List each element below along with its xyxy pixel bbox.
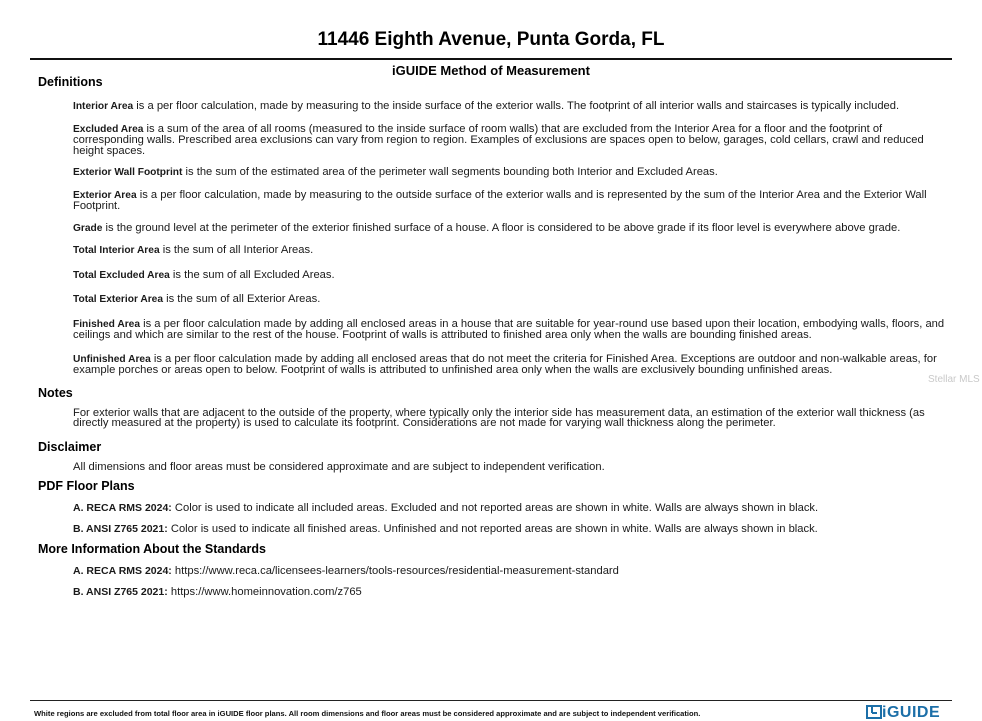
header-divider <box>30 58 952 60</box>
definition-text: is a per floor calculation made by adding all enclosed areas in a house that are suitable for year-round use based upon their location, embodying walls, floors, and ceilings and which are similar to the rest of the house. Footprint of walls is attributed to finished area only when the walls are bounding finished areas. <box>73 317 945 341</box>
standard-label: A. RECA RMS 2024: <box>73 501 172 514</box>
definition-total-interior-area <box>73 245 948 257</box>
standard-url: https://www.homeinnovation.com/z765 <box>167 585 362 598</box>
standard-label: A. RECA RMS 2024: <box>73 564 172 577</box>
pdf-floor-plan-item <box>73 523 950 535</box>
definition-grade <box>73 223 948 235</box>
definition-term: Total Interior Area <box>73 245 160 256</box>
definition-text: is a sum of the area of all rooms (measured to the inside surface of room walls) that are excluded from the Interior Area for a floor and the footprint of corresponding walls. Prescribed area exclusions can vary from region to region. Examples of exclusions are spaces open to below, garages, cold cellars, crawl and reduced height spaces. <box>73 122 924 157</box>
watermark: Stellar MLS <box>928 374 980 385</box>
notes-heading: Notes <box>38 385 73 400</box>
pdf-floor-plan-item <box>73 502 950 514</box>
definition-term: Exterior Area <box>73 189 137 201</box>
definition-text: is a per floor calculation, made by measuring to the inside surface of the exterior walls. The footprint of all interior walls and staircases is typically included. <box>133 100 900 112</box>
more-info-heading: More Information About the Standards <box>38 541 267 556</box>
page-title: 11446 Eighth Avenue, Punta Gorda, FL <box>317 29 665 50</box>
document-body <box>38 75 950 598</box>
standard-label: B. ANSI Z765 2021: <box>73 522 168 535</box>
definition-text: is the ground level at the perimeter of the exterior finished surface of a house. A floor is considered to be above grade if its floor level is everywhere above grade. <box>102 221 901 234</box>
standard-text: Color is used to indicate all finished areas. Unfinished and not reported areas are shown in white. Walls are always shown in black. <box>167 522 818 535</box>
definitions-heading: Definitions <box>38 75 103 89</box>
definition-total-exterior-area <box>73 294 948 306</box>
definition-exterior-area <box>73 190 948 212</box>
definition-text: is the sum of all Interior Areas. <box>159 244 314 256</box>
definition-excluded-area <box>73 124 948 157</box>
definition-text: is a per floor calculation made by adding all enclosed areas that do not meet the criteria for Finished Area. Exceptions are outdoor and non-walkable areas, for example porches or areas open to below. Footprint of walls is attributed to unfinished area only when the walls are exclusively bounding unfinished areas. <box>73 352 937 376</box>
brand-logo <box>866 704 940 721</box>
standard-text: Color is used to indicate all included areas. Excluded and not reported areas are shown in white. Walls are always shown in black. <box>171 501 819 514</box>
definition-text: is the sum of all Exterior Areas. <box>163 293 321 305</box>
notes-text: For exterior walls that are adjacent to the outside of the property, where typically only the interior side has measurement data, an estimation of the exterior wall thickness (as directly measured at the property) is used to calculate its footprint. Considerations are not made for varying wall thickness along the perimeter. <box>73 406 925 429</box>
definition-term: Finished Area <box>73 318 140 330</box>
definition-term: Total Exterior Area <box>73 294 164 305</box>
pdf-floor-plans-heading: PDF Floor Plans <box>38 478 135 493</box>
definition-text: is a per floor calculation, made by measuring to the outside surface of the exterior walls and is represented by the sum of the Interior Area and the Exterior Wall Footprint. <box>73 188 927 212</box>
standard-label: B. ANSI Z765 2021: <box>73 585 168 598</box>
disclaimer-text: All dimensions and floor areas must be considered approximate and are subject to independent verification. <box>73 460 605 473</box>
definition-text: is the sum of all Excluded Areas. <box>169 268 335 281</box>
brand-name: iGUIDE <box>882 704 941 721</box>
standard-url: https://www.reca.ca/licensees-learners/tools-resources/residential-measurement-standard <box>171 564 619 577</box>
definition-term: Exterior Wall Footprint <box>73 167 183 178</box>
definition-interior-area <box>73 101 948 113</box>
definition-text: is the sum of the estimated area of the perimeter wall segments bounding both Interior and Excluded Areas. <box>182 166 718 178</box>
definition-term: Unfinished Area <box>73 353 151 365</box>
footer-note: White regions are excluded from total floor area in iGUIDE floor plans. All room dimensions and floor areas must be considered approximate and are subject to independent verification. <box>34 709 701 718</box>
definition-total-excluded-area <box>73 270 948 282</box>
definition-term: Excluded Area <box>73 123 144 135</box>
definition-finished-area <box>73 319 948 341</box>
standard-link-item <box>73 565 950 577</box>
definition-term: Grade <box>73 222 103 234</box>
definition-term: Interior Area <box>73 101 134 112</box>
footer-divider <box>30 700 952 701</box>
definition-unfinished-area <box>73 354 948 376</box>
definition-exterior-wall-footprint <box>73 167 948 179</box>
floorplan-icon <box>866 705 882 719</box>
definition-term: Total Excluded Area <box>73 269 170 281</box>
standard-link-item <box>73 586 950 598</box>
page-subtitle: iGUIDE Method of Measurement <box>392 63 590 78</box>
disclaimer-heading: Disclaimer <box>38 439 102 454</box>
